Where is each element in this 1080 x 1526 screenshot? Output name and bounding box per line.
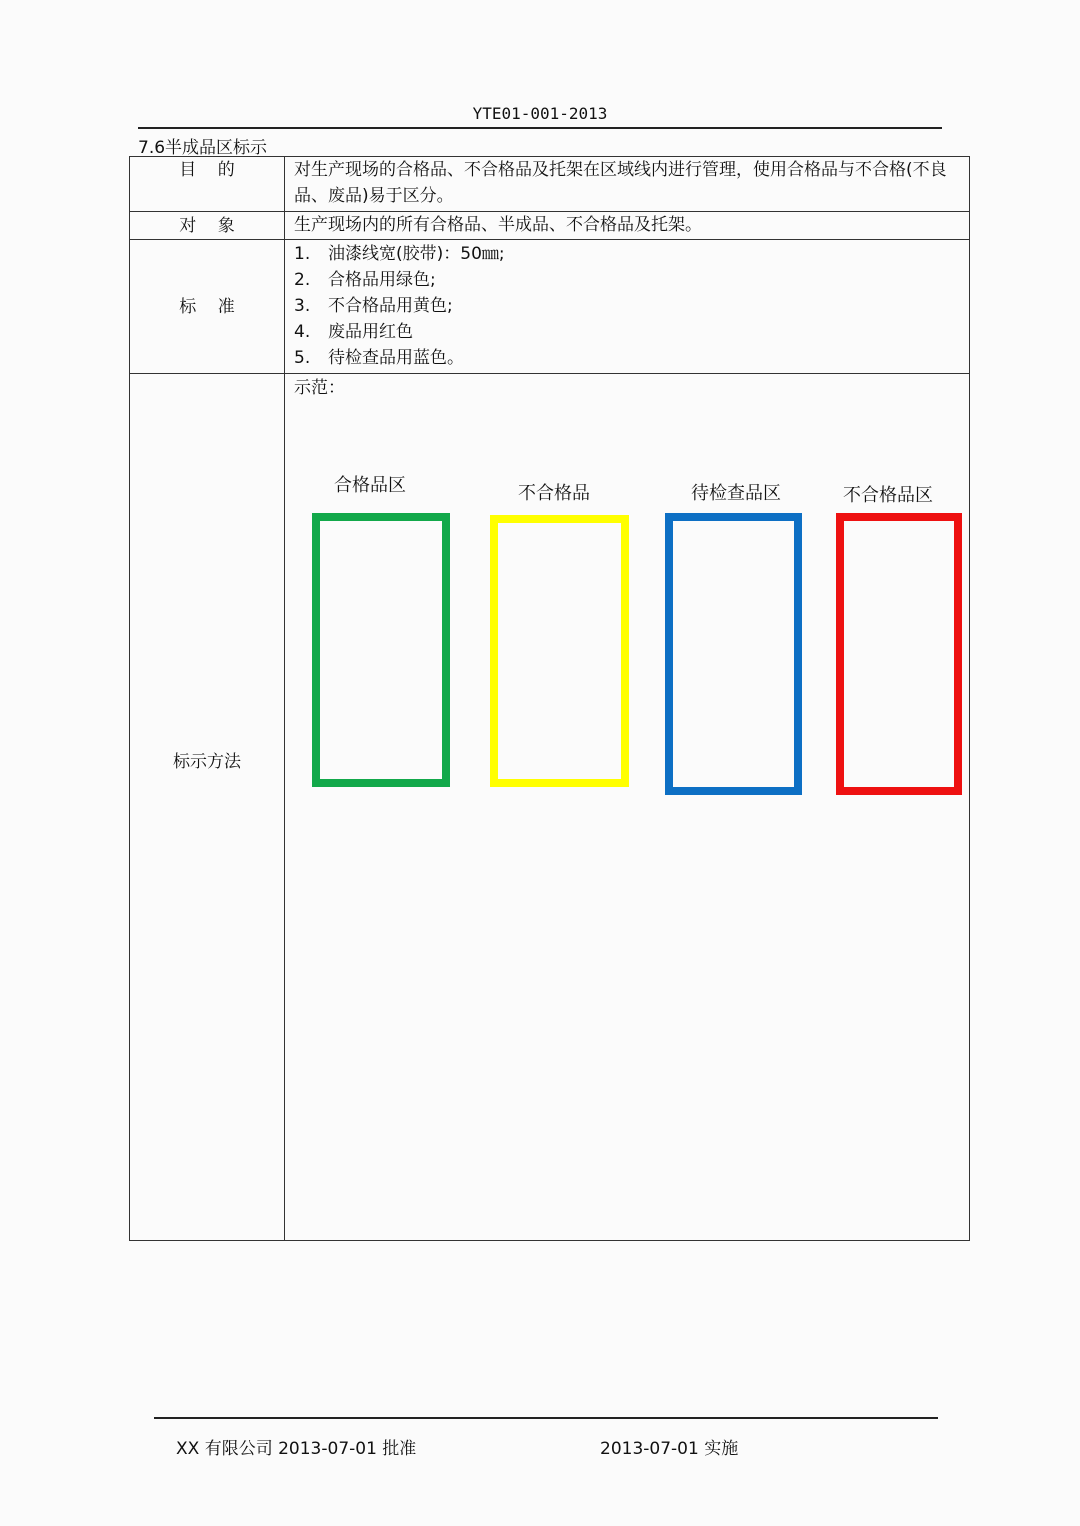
- list-item-number: 2.: [294, 270, 311, 290]
- zone-box-nonconforming: [490, 515, 629, 787]
- demo-prefix: 示范：: [294, 378, 345, 398]
- spec-table: [129, 156, 970, 1241]
- list-item-text: 废品用红色: [328, 322, 413, 342]
- list-item: [294, 293, 960, 319]
- row-label-standard: 标 准: [130, 240, 285, 374]
- list-item-text: 不合格品用黄色;: [328, 296, 453, 316]
- footer-effective: 2013-07-01 实施: [600, 1439, 739, 1459]
- list-item-number: 3.: [294, 296, 311, 316]
- list-item: [294, 319, 960, 345]
- list-item-number: 1.: [294, 244, 311, 264]
- table-row-object: [130, 212, 970, 240]
- zone-label-qualified: 合格品区: [334, 475, 406, 496]
- row-content-purpose: 对生产现场的合格品、不合格品及托架在区域线内进行管理，使用合格品与不合格(不良品、废品)易于区分。: [285, 157, 970, 212]
- table-row-purpose: [130, 157, 970, 212]
- section-title: 7.6半成品区标示: [138, 138, 268, 158]
- row-content-object: 生产现场内的所有合格品、半成品、不合格品及托架。: [285, 212, 970, 240]
- table-row-method: [130, 374, 970, 1241]
- list-item-text: 合格品用绿色;: [328, 270, 436, 290]
- footer-approval: XX 有限公司 2013-07-01 批准: [176, 1439, 417, 1459]
- zone-box-nonconforming-area: [836, 513, 962, 795]
- list-item-number: 4.: [294, 322, 311, 342]
- list-item: [294, 241, 960, 267]
- list-item-number: 5.: [294, 348, 311, 368]
- row-content-standard: [285, 240, 970, 374]
- zone-label-pending-inspection: 待检查品区: [691, 483, 781, 504]
- list-item-text: 待检查品用蓝色。: [328, 348, 464, 368]
- document-code: YTE01-001-2013: [472, 104, 608, 123]
- footer-rule: [154, 1417, 938, 1419]
- table-row-standard: [130, 240, 970, 374]
- header-rule: [138, 127, 942, 129]
- row-label-method: 标示方法: [130, 374, 285, 1241]
- zone-box-qualified: [312, 513, 450, 787]
- row-label-object: 对 象: [130, 212, 285, 240]
- list-item: [294, 267, 960, 293]
- list-item-text: 油漆线宽(胶带)：50㎜;: [328, 244, 505, 264]
- demo-area: [285, 374, 970, 1241]
- list-item: [294, 345, 960, 371]
- zone-label-nonconforming: 不合格品: [518, 483, 590, 504]
- row-label-purpose: 目 的: [130, 157, 285, 212]
- zone-label-nonconforming-area: 不合格品区: [843, 485, 933, 506]
- zone-box-pending-inspection: [665, 513, 802, 795]
